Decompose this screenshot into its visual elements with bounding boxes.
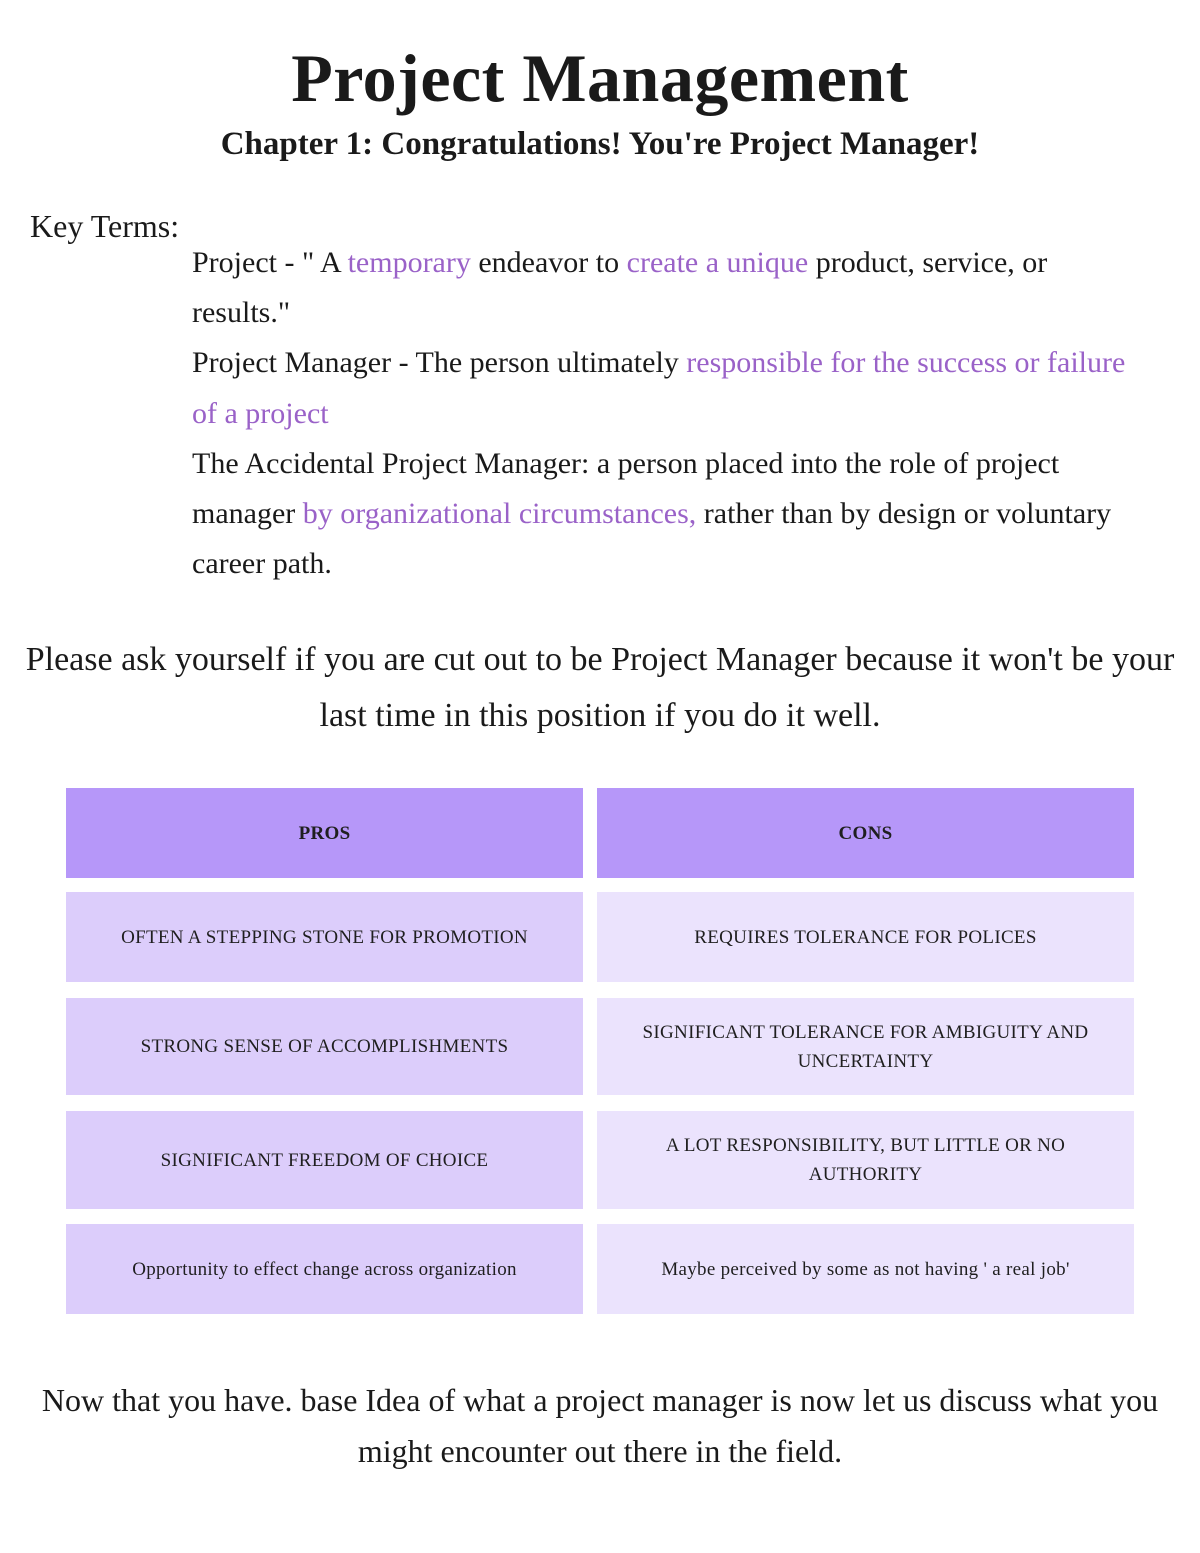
term-project-text: Project - " A: [192, 246, 348, 279]
pro-cell: SIGNIFICANT FREEDOM OF CHOICE: [66, 1111, 583, 1209]
pro-cell: Opportunity to effect change across organization: [66, 1224, 583, 1314]
pro-cell: OFTEN A STEPPING STONE FOR PROMOTION: [66, 892, 583, 982]
reflection-prompt: Please ask yourself if you are cut out to be Project Manager because it won't be your last time in this position if you do it well.: [25, 641, 1175, 734]
chapter-subtitle: Chapter 1: Congratulations! You're Project Manager!: [220, 126, 980, 162]
term-accidental-text: The Accidental Project Manager: a person placed into the role of project manager: [192, 446, 1060, 531]
term-accidental-highlight: by organizational circumstances,: [302, 497, 697, 531]
key-terms-label: Key Terms:: [30, 208, 180, 244]
term-manager-highlight: responsible for the success or failure of a project: [192, 346, 1126, 430]
term-manager-text: Project Manager - The person ultimately: [192, 346, 687, 380]
pro-cell: STRONG SENSE OF ACCOMPLISHMENTS: [66, 998, 583, 1095]
term-accidental-rest: rather than by design or voluntary career path.: [192, 497, 1112, 581]
term-project-rest: product, service, or results.": [192, 246, 1048, 330]
cons-header: CONS: [597, 788, 1134, 878]
page-title: Project Management: [291, 40, 909, 116]
pros-header: PROS: [66, 788, 583, 878]
term-project: [192, 238, 1152, 338]
term-project-manager: [192, 338, 1152, 438]
term-project-highlight-temporary: temporary: [347, 246, 471, 279]
con-cell: SIGNIFICANT TOLERANCE FOR AMBIGUITY AND UNCERTAINTY: [597, 998, 1134, 1095]
term-project-mid: endeavor to: [470, 246, 627, 279]
term-accidental-manager: [192, 439, 1152, 590]
con-cell: REQUIRES TOLERANCE FOR POLICES: [597, 892, 1134, 982]
con-cell: Maybe perceived by some as not having ' a real job': [597, 1224, 1134, 1314]
key-terms-list: [192, 238, 1152, 589]
closing-paragraph: Now that you have. base Idea of what a project manager is now let us discuss what you might encounter out there in the field.: [41, 1382, 1159, 1469]
con-cell: A LOT RESPONSIBILITY, BUT LITTLE OR NO AUTHORITY: [597, 1111, 1134, 1209]
term-project-highlight-unique: create a unique: [626, 246, 809, 279]
